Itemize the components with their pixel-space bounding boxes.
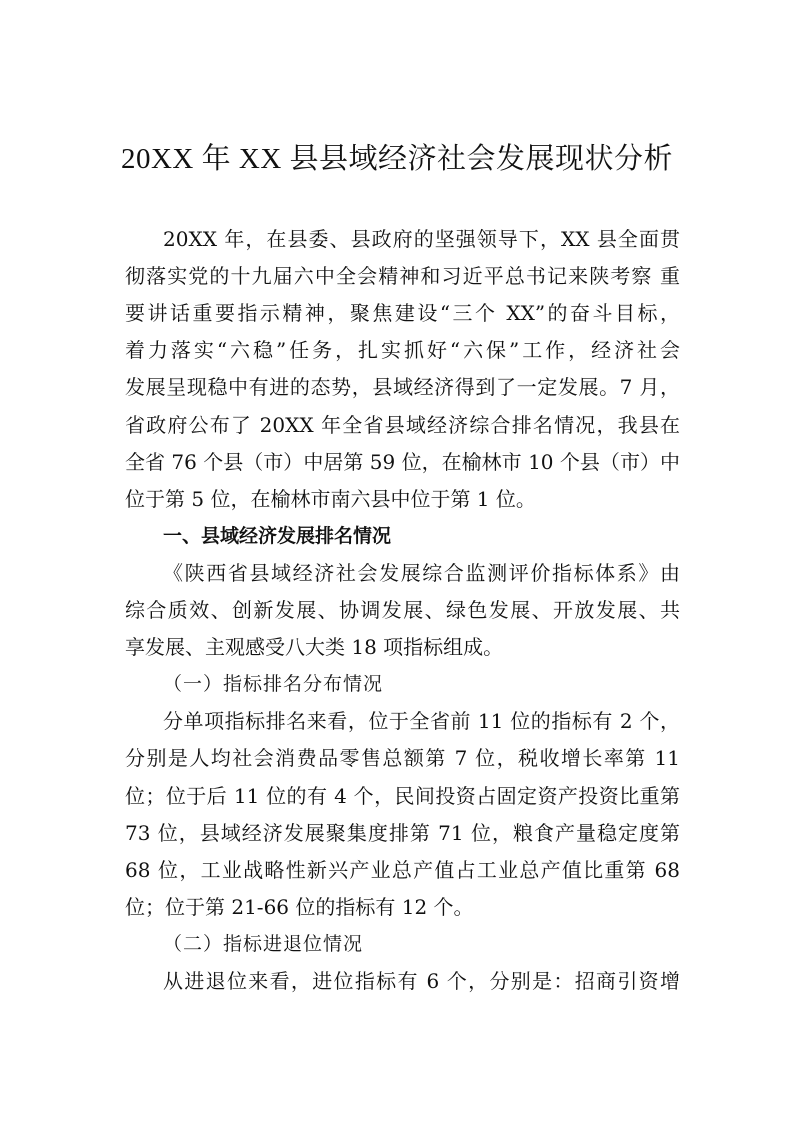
- paragraph-line: 《陕西省县域经济社会发展综合监测评价指标体系》由: [163, 560, 680, 585]
- subsection-heading: （二）指标进退位情况: [163, 932, 364, 955]
- paragraph-line: 20XX 年，在县委、县政府的坚强领导下，XX 县全面贯: [163, 227, 680, 251]
- paragraph-line: 享发展、主观感受八大类 18 项指标组成。: [125, 635, 504, 660]
- subsection-heading: （一）指标排名分布情况: [163, 673, 384, 696]
- paragraph-line: 73 位，县域经济发展聚集度排第 71 位，粮食产量稳定度第: [125, 820, 680, 845]
- document-title: 20XX 年 XX 县县域经济社会发展现状分析: [120, 143, 674, 175]
- paragraph-line: 着力落实“六稳”任务，扎实抓好“六保”工作，经济社会: [125, 338, 680, 363]
- paragraph-line: 位于第 5 位，在榆林市南六县中位于第 1 位。: [125, 486, 536, 511]
- paragraph-line: 彻落实党的十九届六中全会精神和习近平总书记来陕考察 重: [125, 264, 680, 289]
- paragraph-line: 综合质效、创新发展、协调发展、绿色发展、开放发展、共: [125, 598, 680, 622]
- paragraph-line: 分别是人均社会消费品零售总额第 7 位，税收增长率第 11: [125, 746, 680, 771]
- paragraph-line: 从进退位来看，进位指标有 6 个，分别是：招商引资增: [163, 969, 680, 993]
- section-heading: 一、县域经济发展排名情况: [163, 524, 392, 547]
- paragraph-line: 省政府公布了 20XX 年全省县域经济综合排名情况，我县在: [125, 412, 680, 437]
- paragraph-line: 位；位于第 21-66 位的指标有 12 个。: [125, 894, 474, 919]
- paragraph-line: 全省 76 个县（市）中居第 59 位，在榆林市 10 个县（市）中: [125, 449, 680, 474]
- paragraph-line: 要讲话重要指示精神，聚焦建设“三个 XX”的奋斗目标，: [125, 301, 680, 326]
- paragraph-line: 位；位于后 11 位的有 4 个，民间投资占固定资产投资比重第: [125, 783, 680, 808]
- paragraph-line: 68 位，工业战略性新兴产业总产值占工业总产值比重第 68: [125, 857, 680, 882]
- paragraph-line: 发展呈现稳中有进的态势，县域经济得到了一定发展。7 月，: [125, 375, 680, 400]
- paragraph-line: 分单项指标排名来看，位于全省前 11 位的指标有 2 个，: [163, 709, 680, 734]
